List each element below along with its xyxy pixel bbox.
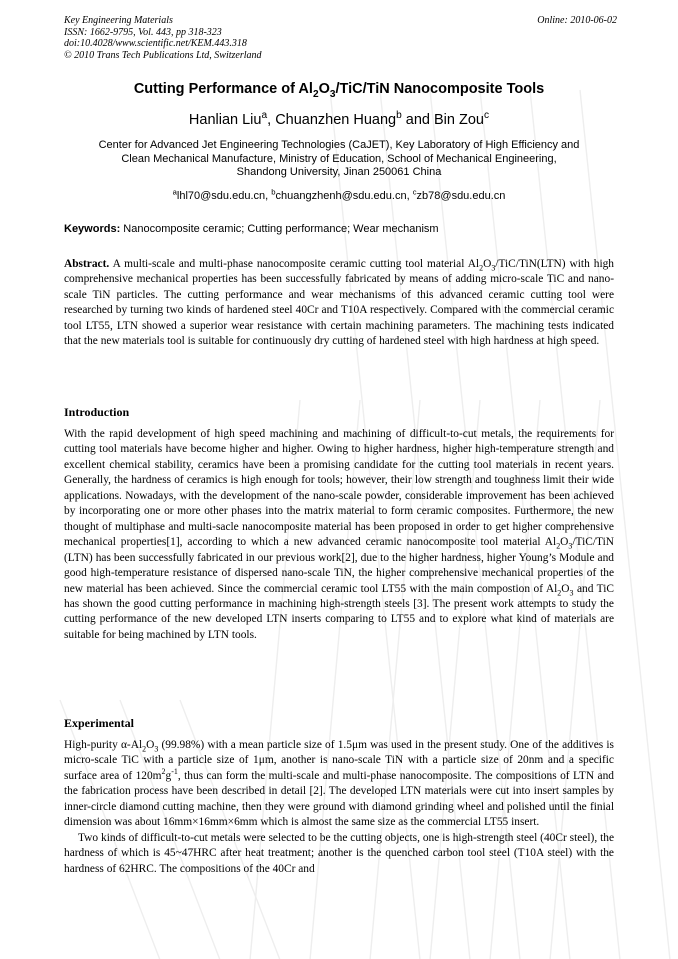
email-link: lhl70@sdu.edu.cn <box>176 190 266 202</box>
affiliation: Center for Advanced Jet Engineering Technologies (CaJET), Key Laboratory of High Efficiency and Clean Mechanical Manufacture, Ministry of Education, School of Mechanical Engineering, Shandong University, Jinan 250061 China <box>98 139 580 178</box>
experimental-body: High-purity $\alpha-Al_2O_3$ (99.98%) with a mean particle size of 1.5μm was used in the present study. One of the additives is micro-scale TiC with a particle size of 1μm, another is nano-scale TiN with a particle size of 20nm and a specific surface area of $120m^2g^{-1}$, thus can form the multi-scale and multi-phase nanocomposite. The compositions of LTN and the fabrication process have been described in detail [2]. The developed LTN materials were cut into insert samples by inner-circle diamond cutting machine, then they were ground with diamond grinding wheel and polished until the finial dimension was about 16mm×16mm×6mm which is almost the same size as the commercial LT55 insert. Two kinds of difficult-to-cut metals were selected to be the cutting objects, one is high-strength steel (40Cr steel), the hardness of which is 45~47HRC after heat treatment; another is the quenched carbon tool steel (T10A steel) with the hardness of 62HRC. The compositions of the 40Cr and <box>64 739 614 875</box>
keywords-label: Keywords: <box>64 223 121 235</box>
journal-name: Key Engineering Materials <box>64 15 173 26</box>
author-name: Hanlian Liu <box>188 112 262 128</box>
journal-header <box>64 15 617 61</box>
paper-title: Cutting Performance of $Al_2O_3/TiC$/TiN Nanocomposite Tools <box>133 81 545 100</box>
abstract-label: Abstract. <box>64 258 110 270</box>
email-link: chuangzhenh@sdu.edu.cn <box>275 190 407 202</box>
author-list: Hanlian Liu$^a$, Chuanzhen Huang$^b$ and Bin Zou$^c$ <box>188 110 490 128</box>
email-link: zb78@sdu.edu.cn <box>416 190 506 202</box>
introduction-body: With the rapid development of high speed machining and machining of difficult-to-cut metals, the requirements for cutting tool materials have become higher and higher. Owing to higher hardness, higher high-temperature strength and excellent chemical stability, ceramics have been a promising candidate for the cutting tool materials in recent years. Generally, the hardness of ceramics is high enough for tools; however, their low strength and toughness limit their wide applications. Nowadays, with the development of the nano-scale powder, considerable improvement has been achieved by incorporating one or more other phases into the matrix material to form ceramic composites. Furthermore, the new thought of multiphase and multi-sacle nanocomposite material has been proposed in order to get higher comprehensive mechanical properties[1], according to which a new advanced ceramic nanocomposite tool material $Al_2O_3/TiC$/TiN (LTN) has been successfully fabricated in our previous work[2], due to the higher hardness, higher Young’s Module and good high-temperature resistance of dispersed nano-scale TiN, the higher comprehensive mechanical properties of the new material has been achieved. Since the commercial ceramic tool LT55 with the main compostion of $Al_2O_3$ and TiC has shown the good cutting performance in machining high-strength steels [3]. The present work attempts to study the cutting performance of the new developed LTN inserts comparing to LT55 and to explore what kind of materials are suitable for being machined by LTN tools. <box>64 428 614 641</box>
author-emails: $^a$lhl70@sdu.edu.cn, $^b$chuangzhenh@sdu.edu.cn, $^c$zb78@sdu.edu.cn <box>172 187 506 202</box>
author-name: Chuanzhen Huang <box>275 112 397 128</box>
section-heading-introduction: Introduction <box>64 405 130 419</box>
keywords: Keywords: Nanocomposite ceramic; Cutting performance; Wear mechanism <box>64 223 439 235</box>
copyright-line: © 2010 Trans Tech Publications Ltd, Switzerland <box>64 49 262 61</box>
abstract: Abstract. A multi-scale and multi-phase nanocomposite ceramic cutting tool material $Al_2O_3/TiC/TiN(LTN)$ with high comprehensive mechanical properties has been successfully fabricated by means of adding micro-scale TiC and nano-scale TiN particles. The cutting performance and wear mechanisms of this advanced ceramic cutting tool were researched by turning two kinds of hardened steel 40Cr and T10A respectively. Compared with the commercial ceramic tool LT55, LTN showed a superior wear resistance with certain machining parameters. The machining tests indicated that the new materials tool is suitable for continuously dry cutting of hardened steel with high hardness at high speed. <box>64 258 614 348</box>
author-name: Bin Zou <box>434 112 484 128</box>
online-date: Online: 2010-06-02 <box>537 15 617 26</box>
section-heading-experimental: Experimental <box>64 716 134 730</box>
doi-line: doi:10.4028/www.scientific.net/KEM.443.318 <box>64 38 247 49</box>
issn-line: ISSN: 1662-9795, Vol. 443, pp 318-323 <box>64 26 222 38</box>
